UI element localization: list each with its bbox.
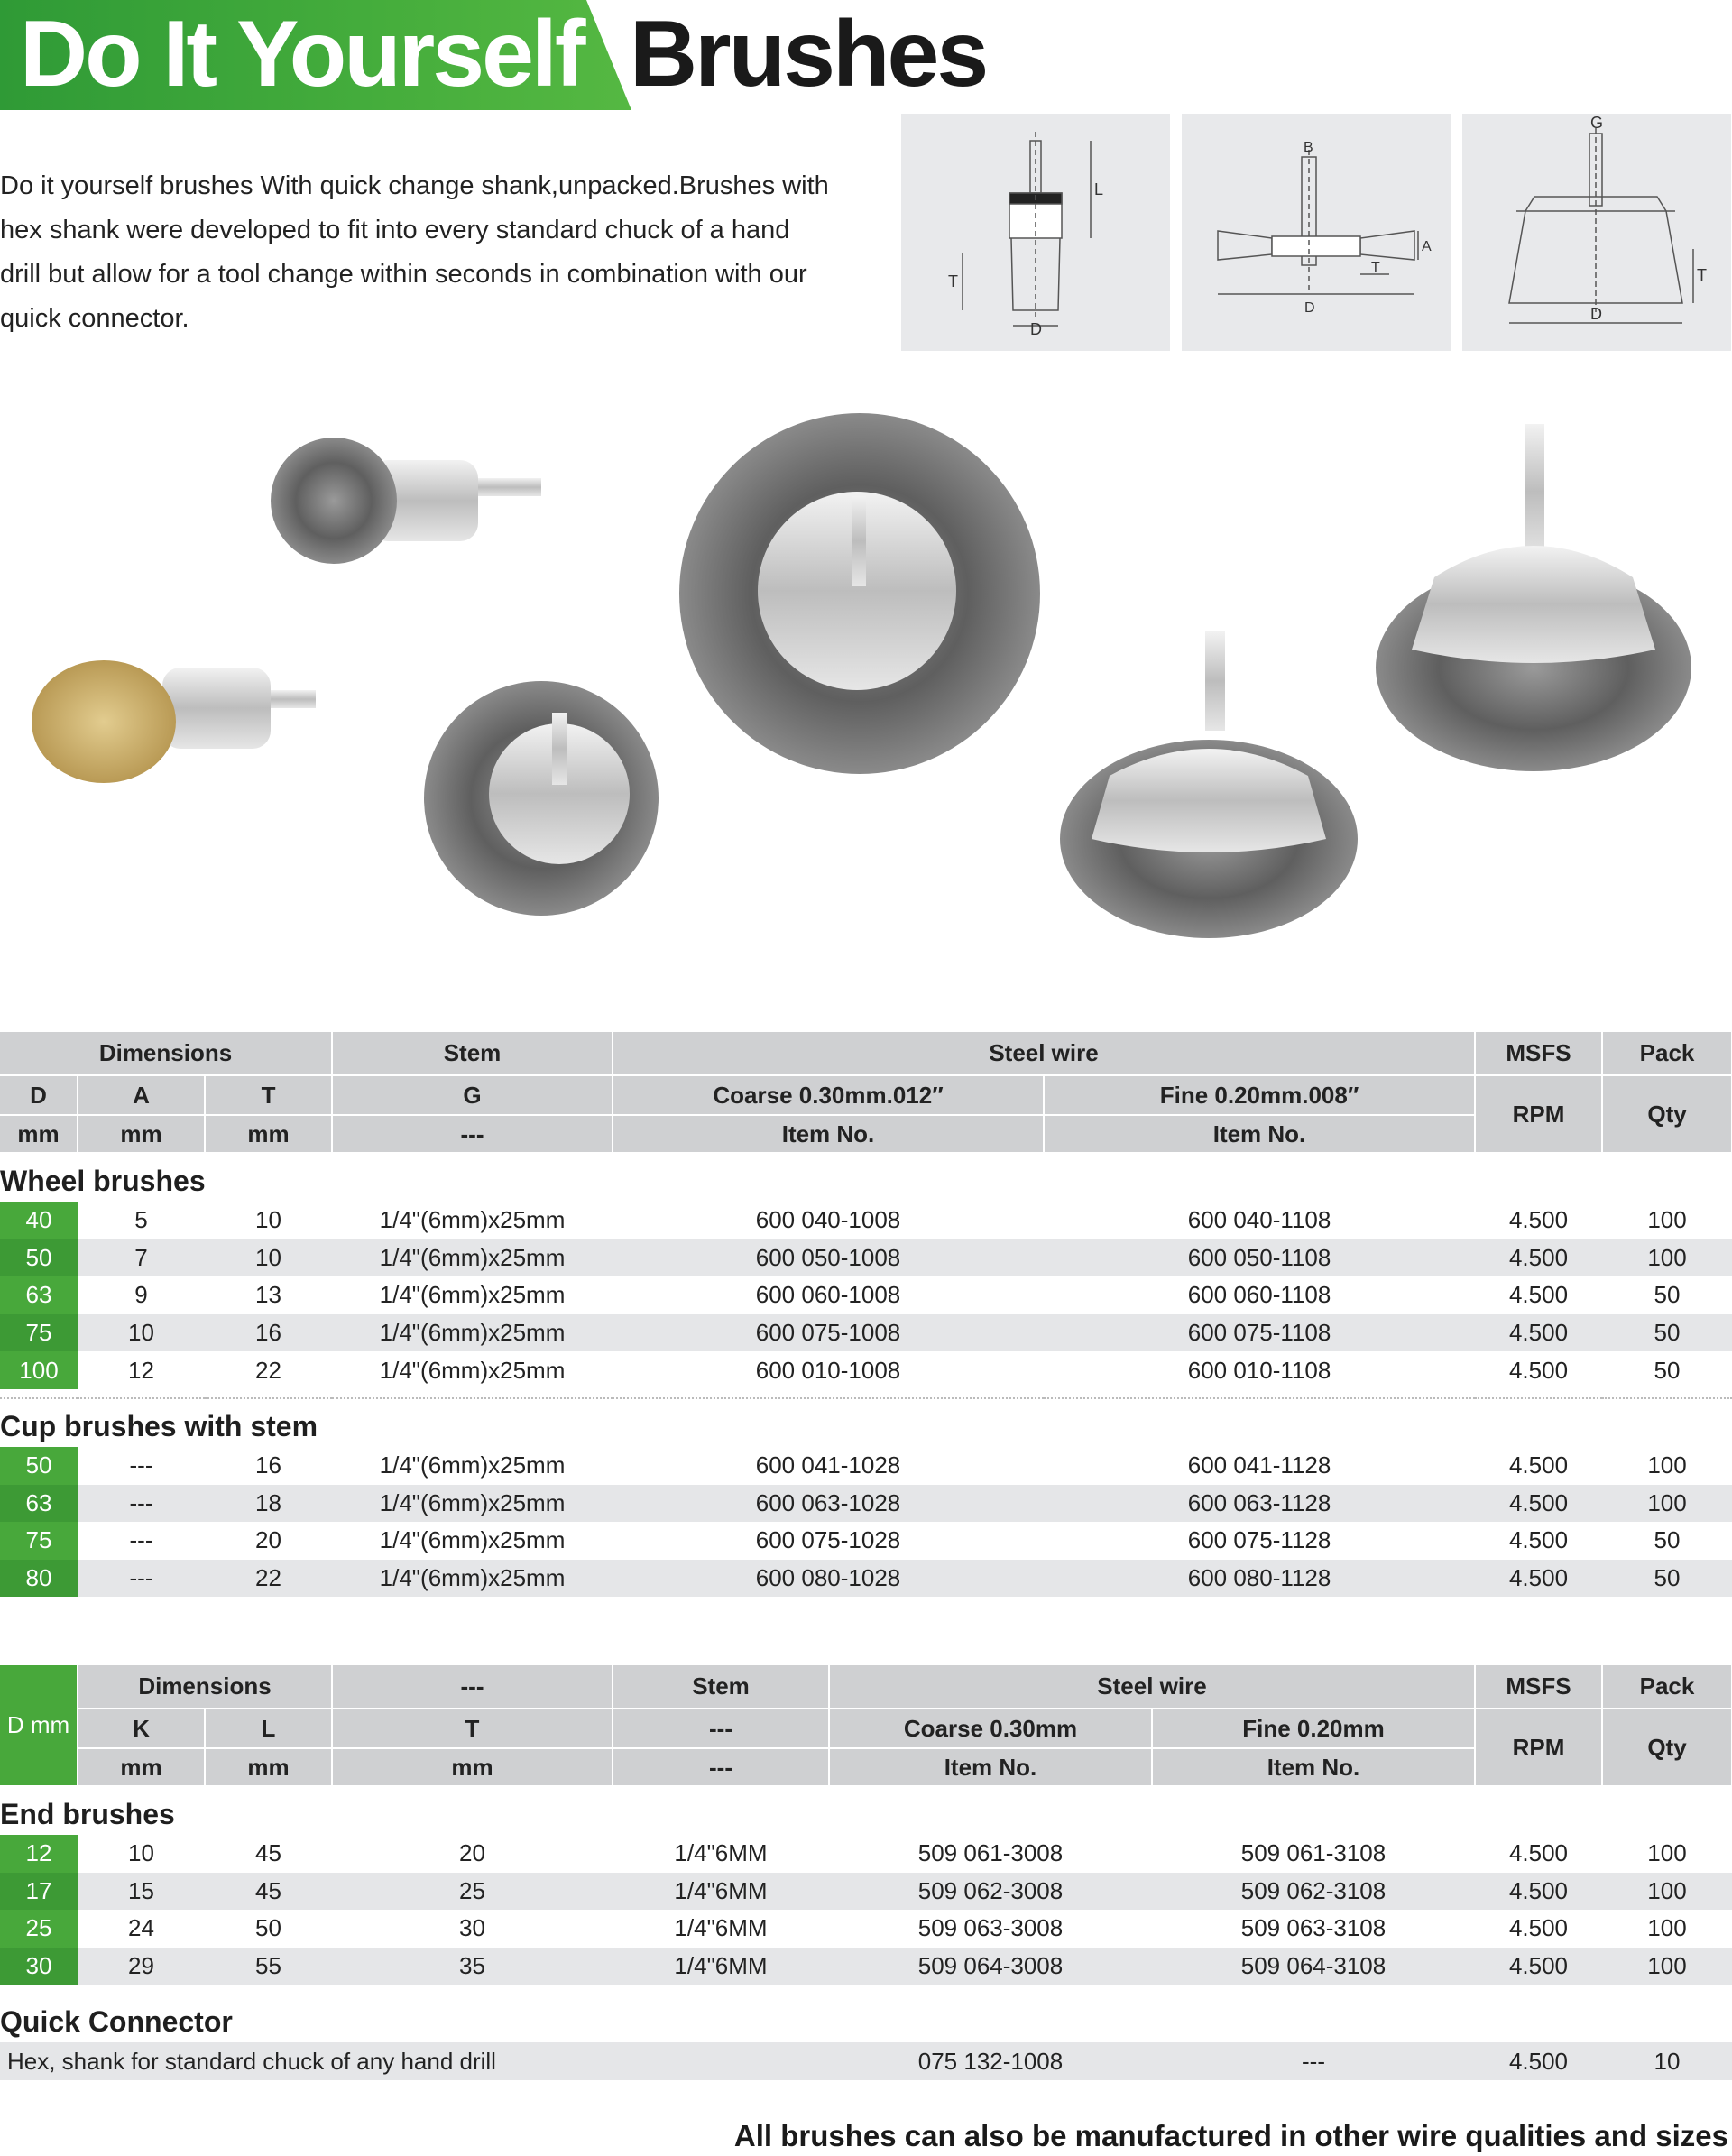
table-row — [0, 1948, 1732, 1986]
header-fine-item: Item No. — [1044, 1115, 1475, 1153]
section-divider — [0, 1389, 1732, 1398]
cell-qty: 100 — [1647, 1206, 1687, 1234]
cell-fine: 600 075-1128 — [1187, 1526, 1331, 1554]
header-a: A — [78, 1075, 205, 1115]
cell-t: 18 — [205, 1485, 332, 1523]
header-stem-sub: --- — [613, 1709, 829, 1748]
header-msfs: MSFS — [1475, 1665, 1602, 1709]
cell-rpm: 4.500 — [1508, 1914, 1569, 1942]
cell-k: 10 — [128, 1839, 154, 1867]
header-coarse: Coarse 0.30mm.012″ — [613, 1075, 1044, 1115]
footer-note: All brushes can also be manufactured in other wire qualities and sizes — [733, 2119, 1728, 2152]
cell-t: 13 — [255, 1281, 281, 1309]
cell-rpm: 4.500 — [1475, 1239, 1602, 1277]
cell-fine: --- — [1152, 2042, 1475, 2080]
cell-g: 1/4"(6mm)x25mm — [379, 1206, 566, 1234]
cell-coarse: 600 040-1008 — [755, 1206, 901, 1234]
cell-fine: 600 063-1128 — [1044, 1485, 1475, 1523]
cell-d: 17 — [0, 1873, 78, 1911]
cell-fine: 600 075-1108 — [1044, 1314, 1475, 1352]
cell-k: 15 — [78, 1873, 205, 1911]
header-l-unit: mm — [205, 1748, 332, 1786]
header-fine-item: Item No. — [1152, 1748, 1475, 1786]
diagram1-label-t: T — [948, 272, 958, 290]
cell-fine: 600 050-1108 — [1044, 1239, 1475, 1277]
cell-g: 1/4"(6mm)x25mm — [379, 1356, 566, 1384]
header-t: T — [205, 1075, 332, 1115]
cell-qc-description: Hex, shank for standard chuck of any hand drill — [0, 2042, 829, 2080]
table-row — [0, 1485, 1732, 1523]
cell-d: 12 — [0, 1835, 78, 1873]
table-row — [0, 1239, 1732, 1277]
cell-stem: 1/4"6MM — [613, 1873, 829, 1911]
table-row — [0, 1351, 1732, 1389]
cell-rpm: 4.500 — [1508, 1356, 1569, 1384]
wheel-brush-small-photo — [424, 681, 659, 916]
diagram3-label-g: G — [1590, 114, 1604, 132]
cell-t: 16 — [255, 1451, 281, 1479]
cell-g: 1/4"(6mm)x25mm — [379, 1281, 566, 1309]
section-title-wheel: Wheel brushes — [0, 1153, 1732, 1202]
cell-rpm: 4.500 — [1475, 1873, 1602, 1911]
header-coarse: Coarse 0.30mm — [829, 1709, 1152, 1748]
table-row — [0, 1560, 1732, 1598]
cell-k: 24 — [128, 1914, 154, 1942]
cell-l: 50 — [255, 1914, 281, 1942]
header-k-unit: mm — [78, 1748, 205, 1786]
cell-l: 45 — [205, 1873, 332, 1911]
header-fine: Fine 0.20mm.008″ — [1044, 1075, 1475, 1115]
cell-t: 30 — [459, 1914, 485, 1942]
cell-rpm: 4.500 — [1475, 1314, 1602, 1352]
cell-a: 5 — [134, 1206, 148, 1234]
cell-qty: 50 — [1602, 1560, 1732, 1598]
header-stem-unit: --- — [613, 1748, 829, 1786]
cell-k: 29 — [78, 1948, 205, 1986]
cell-a: 7 — [78, 1239, 205, 1277]
header-g: G — [332, 1075, 613, 1115]
header-d-mm: D mm — [0, 1665, 78, 1786]
cell-a: 9 — [134, 1281, 148, 1309]
table-row — [0, 1276, 1732, 1314]
cell-qty: 50 — [1654, 1356, 1681, 1384]
cell-coarse: 600 075-1008 — [613, 1314, 1044, 1352]
wheel-brush-large-photo — [679, 413, 1040, 774]
diagram2-label-b: B — [1304, 140, 1313, 155]
header-g-unit: --- — [332, 1115, 613, 1153]
cell-rpm: 4.500 — [1475, 1948, 1602, 1986]
diagram1-label-l: L — [1094, 180, 1104, 198]
cell-coarse: 600 050-1008 — [613, 1239, 1044, 1277]
cell-g: 1/4"(6mm)x25mm — [379, 1451, 566, 1479]
end-brush-diagram — [901, 114, 1170, 351]
table-row — [0, 1447, 1732, 1485]
cell-d: 80 — [0, 1560, 78, 1598]
cell-coarse: 600 041-1028 — [755, 1451, 901, 1479]
header-k: K — [78, 1709, 205, 1748]
cell-fine: 509 063-3108 — [1240, 1914, 1387, 1942]
cell-coarse: 600 010-1008 — [755, 1356, 901, 1384]
cell-qty: 100 — [1602, 1239, 1732, 1277]
diagram3-label-d: D — [1590, 305, 1602, 323]
cell-stem: 1/4"6MM — [674, 1839, 768, 1867]
cup-brush-small-photo — [1060, 631, 1358, 938]
cell-rpm: 4.500 — [1508, 1526, 1569, 1554]
page-header — [0, 0, 1732, 110]
cell-coarse: 509 064-3008 — [829, 1948, 1152, 1986]
header-stem: Stem — [613, 1665, 829, 1709]
header-steel-wire: Steel wire — [829, 1665, 1475, 1709]
cell-fine: 600 060-1108 — [1187, 1281, 1331, 1309]
cell-g: 1/4"(6mm)x25mm — [332, 1314, 613, 1352]
cell-rpm: 4.500 — [1508, 1451, 1569, 1479]
cell-rpm: 4.500 — [1475, 1560, 1602, 1598]
cell-coarse: 509 062-3008 — [829, 1873, 1152, 1911]
cell-t: 10 — [205, 1239, 332, 1277]
cell-qty: 100 — [1647, 1914, 1687, 1942]
cell-l: 45 — [255, 1839, 281, 1867]
diagram2-label-a: A — [1422, 239, 1432, 254]
header-pack: Pack — [1602, 1665, 1732, 1709]
header-qty: Qty — [1602, 1075, 1732, 1153]
cell-qty: 100 — [1602, 1485, 1732, 1523]
header-t-unit: mm — [205, 1115, 332, 1153]
header-fine: Fine 0.20mm — [1152, 1709, 1475, 1748]
cell-a: --- — [129, 1451, 153, 1479]
table-row — [0, 2042, 1732, 2080]
cup-brush-large-photo — [1376, 424, 1691, 771]
section-title-quick-connector: Quick Connector — [0, 1985, 1732, 2042]
cell-rpm: 4.500 — [1508, 1281, 1569, 1309]
end-brush-brass-photo — [32, 660, 316, 783]
diagram2-label-t: T — [1371, 260, 1380, 275]
cell-d: 50 — [0, 1447, 78, 1485]
cell-d: 75 — [0, 1314, 78, 1352]
product-photos — [0, 397, 1732, 974]
cell-t: 25 — [332, 1873, 613, 1911]
cell-qty: 50 — [1654, 1526, 1681, 1554]
cell-a: --- — [78, 1560, 205, 1598]
cell-qty: 50 — [1654, 1281, 1681, 1309]
table-row — [0, 1314, 1732, 1352]
cell-qty: 100 — [1602, 1948, 1732, 1986]
cell-stem: 1/4"6MM — [613, 1948, 829, 1986]
cell-d: 63 — [0, 1485, 78, 1523]
table-row — [0, 1202, 1732, 1239]
header-qty: Qty — [1602, 1709, 1732, 1786]
intro-paragraph: Do it yourself brushes With quick change shank,unpacked.Brushes with hex shank were developed to fit into every standard chuck of a hand drill but allow for a tool change within seconds in combination with our quick connector. — [0, 171, 829, 333]
cell-coarse: 075 132-1008 — [829, 2042, 1152, 2080]
cell-fine: 600 080-1128 — [1044, 1560, 1475, 1598]
header-coarse-item: Item No. — [613, 1115, 1044, 1153]
header-d-unit: mm — [0, 1115, 78, 1153]
header-stem: Stem — [332, 1032, 613, 1075]
cell-fine: 509 064-3108 — [1152, 1948, 1475, 1986]
cell-qty: 50 — [1602, 1314, 1732, 1352]
cell-d: 75 — [0, 1522, 78, 1560]
cell-rpm: 4.500 — [1475, 1485, 1602, 1523]
wheel-brush-diagram — [1182, 114, 1451, 351]
cell-fine: 509 062-3108 — [1152, 1873, 1475, 1911]
end-brush-steel-photo — [271, 438, 541, 564]
cup-brush-diagram — [1462, 114, 1731, 351]
cell-coarse: 600 063-1028 — [613, 1485, 1044, 1523]
cell-t: 22 — [205, 1560, 332, 1598]
cell-fine: 600 010-1108 — [1187, 1356, 1331, 1384]
cell-t: 22 — [255, 1356, 281, 1384]
diagram2-label-d: D — [1304, 300, 1315, 316]
cell-rpm: 4.500 — [1508, 1206, 1569, 1234]
cell-qty: 100 — [1602, 1873, 1732, 1911]
cell-qty: 10 — [1602, 2042, 1732, 2080]
cell-coarse: 509 061-3008 — [917, 1839, 1064, 1867]
cell-d: 30 — [0, 1948, 78, 1986]
cell-g: 1/4"(6mm)x25mm — [332, 1560, 613, 1598]
cell-fine: 600 040-1108 — [1187, 1206, 1331, 1234]
cell-a: --- — [129, 1526, 153, 1554]
table-wheel-cup-brushes — [0, 1032, 1732, 1597]
header-l: L — [205, 1709, 332, 1748]
cell-t: 35 — [332, 1948, 613, 1986]
cell-g: 1/4"(6mm)x25mm — [332, 1239, 613, 1277]
cell-g: 1/4"(6mm)x25mm — [379, 1526, 566, 1554]
cell-fine: 509 061-3108 — [1240, 1839, 1387, 1867]
section-title-end: End brushes — [0, 1786, 1732, 1835]
cell-qty: 100 — [1647, 1451, 1687, 1479]
table-row — [0, 1910, 1732, 1948]
header-dimensions: Dimensions — [0, 1032, 332, 1075]
table-row — [0, 1835, 1732, 1873]
header-d: D — [0, 1075, 78, 1115]
cell-d: 100 — [0, 1351, 78, 1389]
table-row — [0, 1873, 1732, 1911]
cell-t: 10 — [255, 1206, 281, 1234]
cell-stem: 1/4"6MM — [674, 1914, 768, 1942]
header-t-group: --- — [332, 1665, 613, 1709]
cell-coarse: 509 063-3008 — [917, 1914, 1064, 1942]
cell-coarse: 600 060-1008 — [755, 1281, 901, 1309]
diagram3-label-t: T — [1697, 266, 1707, 284]
cell-a: 12 — [128, 1356, 154, 1384]
header-t: T — [332, 1709, 613, 1748]
cell-a: 10 — [78, 1314, 205, 1352]
header-t-unit: mm — [332, 1748, 613, 1786]
header-dimensions: Dimensions — [78, 1665, 332, 1709]
cell-a: --- — [78, 1485, 205, 1523]
header-title-green: Do It Yourself — [20, 2, 584, 106]
cell-d: 50 — [0, 1239, 78, 1277]
cell-g: 1/4"(6mm)x25mm — [332, 1485, 613, 1523]
cell-d: 25 — [0, 1910, 78, 1948]
cell-d: 40 — [0, 1202, 78, 1239]
header-a-unit: mm — [78, 1115, 205, 1153]
cell-t: 20 — [255, 1526, 281, 1554]
cell-fine: 600 041-1128 — [1187, 1451, 1331, 1479]
header-coarse-item: Item No. — [829, 1748, 1152, 1786]
cell-coarse: 600 075-1028 — [755, 1526, 901, 1554]
cell-t: 16 — [205, 1314, 332, 1352]
cell-rpm: 4.500 — [1508, 1839, 1569, 1867]
diagram1-label-d: D — [1030, 320, 1042, 338]
cell-qty: 100 — [1647, 1839, 1687, 1867]
cell-l: 55 — [205, 1948, 332, 1986]
header-steel-wire: Steel wire — [613, 1032, 1475, 1075]
table-end-brushes — [0, 1665, 1732, 2080]
cell-t: 20 — [459, 1839, 485, 1867]
cell-d: 63 — [0, 1276, 78, 1314]
section-title-cup: Cup brushes with stem — [0, 1398, 1732, 1447]
header-pack: Pack — [1602, 1032, 1732, 1075]
header-rpm: RPM — [1475, 1075, 1602, 1153]
header-rpm: RPM — [1475, 1709, 1602, 1786]
table-row — [0, 1522, 1732, 1560]
cell-rpm: 4.500 — [1475, 2042, 1602, 2080]
header-msfs: MSFS — [1475, 1032, 1602, 1075]
header-title-black: Brushes — [630, 2, 987, 106]
cell-coarse: 600 080-1028 — [613, 1560, 1044, 1598]
